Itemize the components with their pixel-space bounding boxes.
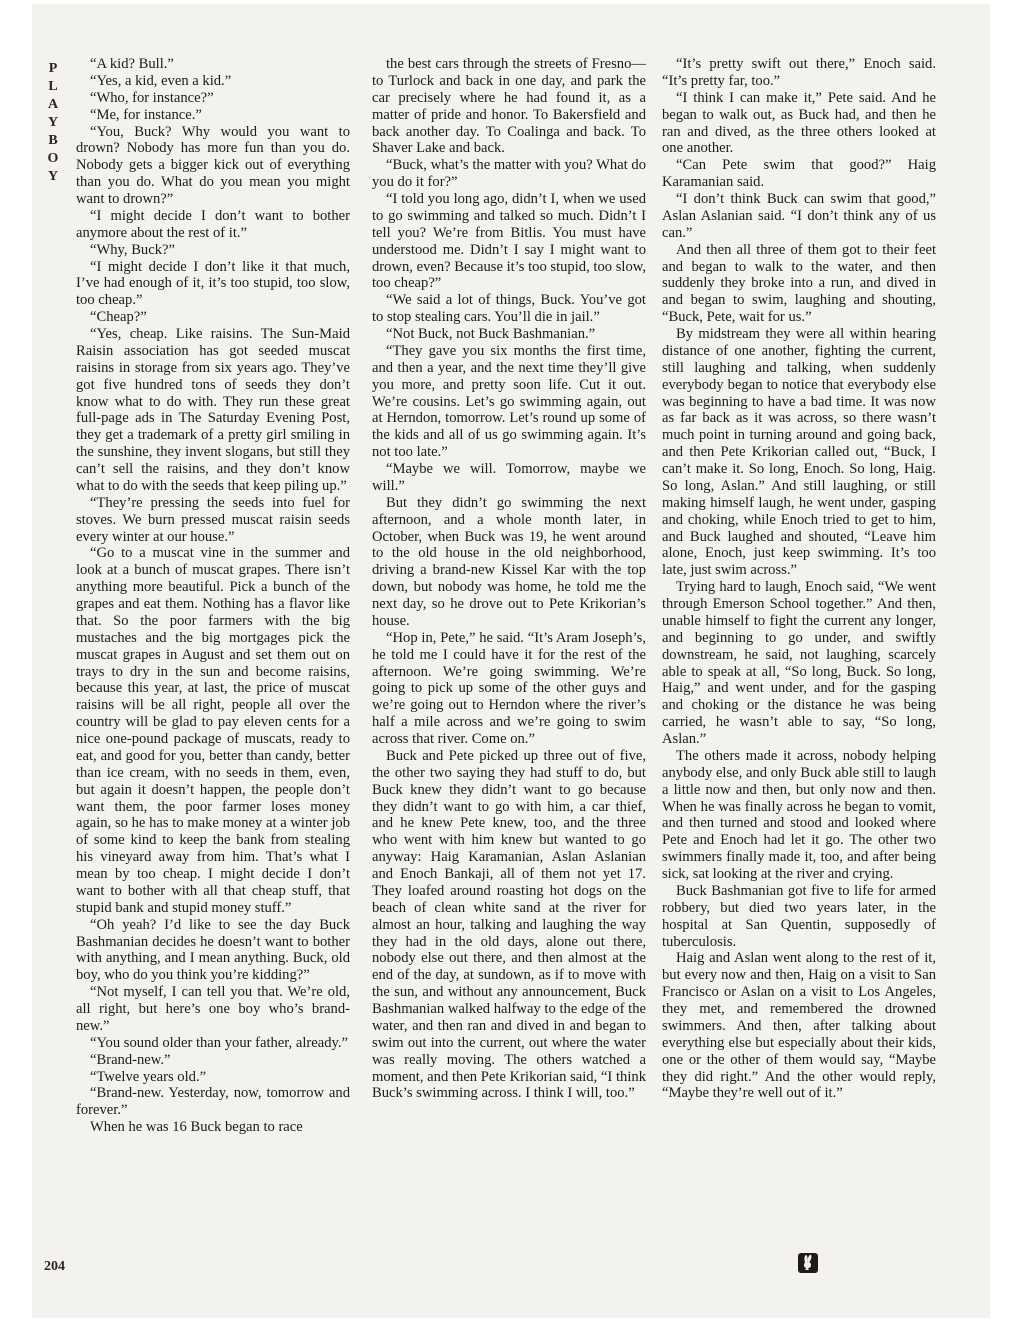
paragraph: “Can Pete swim that good?” Haig Karamanian said. xyxy=(662,157,936,191)
paragraph: “We said a lot of things, Buck. You’ve got to stop stealing cars. You’ll die in jail.” xyxy=(372,292,646,326)
page-number: 204 xyxy=(44,1259,65,1274)
paragraph: “Twelve years old.” xyxy=(90,1068,207,1085)
text-column-2 xyxy=(372,56,646,1102)
paragraph: “Buck, what’s the matter with you? What do you do it for?” xyxy=(372,157,646,191)
paragraph: When he was 16 Buck began to race xyxy=(90,1119,303,1136)
paragraph: “I might decide I don’t like it that much, I’ve had enough of it, it’s too stupid, too slow, too cheap.” xyxy=(76,258,350,309)
paragraph: “Not Buck, not Buck Bashmanian.” xyxy=(386,326,596,342)
magazine-page xyxy=(32,4,990,1318)
paragraph: Buck and Pete picked up three out of five, the other two saying they had stuff to do, but Buck knew they didn’t want to go because they didn’t want to go with him, a car thief, and he knew Pete knew, too, and the three who went with him knew but wanted to go anyway: Haig Karamanian, Aslan Aslanian and Enoch Bankaji, all of them not yet 17. They loafed around roasting hot dogs on the beach of clean white sand at the river for almost an hour, talking and laughing the way they had in the old days, alone out there, nobody else out there, and then almost at the end of the day, at sundown, as if to move with the sun, and without any announcement, Buck Bashmanian walked halfway to the edge of the water, and then ran and dived in and began to swim out into the current, out where the water was really moving. The others watched a moment, and then Pete Krikorian said, “I think Buck’s swimming across. I think I will, too.” xyxy=(372,747,646,1102)
paragraph: “I don’t think Buck can swim that good,” Aslan Aslanian said. “I don’t think any of us can.” xyxy=(662,191,936,241)
paragraph: “Who, for instance?” xyxy=(90,89,214,106)
text-column-3 xyxy=(662,56,936,1102)
playboy-bunny-end-mark-icon xyxy=(798,1253,818,1273)
paragraph: “Me, for instance.” xyxy=(90,106,202,123)
paragraph: Trying hard to laugh, Enoch said, “We went through Emerson School together.” And then, unable himself to fight the current any longer, and beginning to go under, and swiftly downstream, he said, not laughing, scarcely able to speak at all, “So long, Buck. So long, Haig,” and went under, and for the gasping and choking or the distance he was being carried, he wasn’t able to say, “So long, Aslan.” xyxy=(662,579,936,747)
paragraph: Buck Bashmanian got five to life for armed robbery, but died two years later, in the hospital at San Quentin, supposedly of tuberculosis. xyxy=(662,882,936,950)
paragraph: “Cheap?” xyxy=(90,309,147,326)
paragraph: “They gave you six months the first time, and then a year, and the next time they’ll give you more, and pretty soon life. Cut it out. We’re cousins. Let’s go swimming again, out at Herndon, tomorrow. Let’s round up some of the kids and all of us go swimming again. It’s not too late.” xyxy=(372,342,646,461)
paragraph: “Why, Buck?” xyxy=(90,241,175,258)
text-column-1 xyxy=(76,56,350,1136)
paragraph: “Hop in, Pete,” he said. “It’s Aram Joseph’s, he told me I could have it for the rest of the afternoon. We’re going swimming. We’re going to pick up some of the other guys and we’re going out to Herndon where the river’s half a mile across and we’re going to swim across that river. Come on.” xyxy=(372,629,646,747)
paragraph: “You sound older than your father, already.” xyxy=(90,1034,348,1051)
paragraph: “I told you long ago, didn’t I, when we used to go swimming and talked so much. Didn’t I tell you? We’re from Bitlis. You must have understood me. Didn’t I say I might want to drown, even? Because it’s too stupid, too slow, too cheap?” xyxy=(372,191,646,292)
paragraph: Haig and Aslan went along to the rest of it, but every now and then, Haig on a visit to San Francisco or Aslan on a visit to Los Angeles, they met, and remembered the drowned swimmers. And then, after talking about everything else but especially about their kids, one or the other of them would say, “Maybe they did right.” And the other would reply, “Maybe they’re well out of it.” xyxy=(662,950,936,1102)
magazine-name: P L A Y B O Y xyxy=(47,61,59,184)
paragraph: “Go to a muscat vine in the summer and look at a bunch of muscat grapes. There isn’t anything more beautiful. Pick a bunch of the grapes and eat them. Nothing has a flavor like that. So the poor farmers with the big mustaches and the big mortgages pick the muscat grapes in August and set them out on trays to dry in the sun and become raisins, because this year, at last, the price of muscat raisins will be all right, people all over the country will be glad to pay eleven cents for a nice one-pound package of muscats, ready to eat, and good for you, better than candy, better than ice cream, with no seeds in them, even, but again it doesn’t happen, the people don’t want them, the poor farmer loses money again, so he has to make money at a winter job of some kind to keep the bank from stealing his vineyard away from him. That’s what I mean by too cheap. I might decide I don’t want to bother with all that cheap stuff, that stupid bank and stupid money stuff.” xyxy=(76,545,350,916)
paragraph: “I think I can make it,” Pete said. And he began to walk out, as Buck had, and then he ran and dived, as the three others looked at one another. xyxy=(662,89,936,157)
paragraph: “Yes, cheap. Like raisins. The Sun-Maid Raisin association has got seeded muscat raisins in storage from six years ago. They’ve got five hundred tons of seeds they don’t know what to do with. They run these great full-page ads in The Saturday Evening Post, they get a trademark of a pretty girl smiling in the sunshine, they invent slogans, but still they can’t sell the raisins, and they don’t know what to do with the seeds that keep piling up.” xyxy=(76,326,350,494)
paragraph: “Oh yeah? I’d like to see the day Buck Bashmanian decides he doesn’t want to bother with anything, and I mean anything. Buck, old boy, who do you think you’re kidding?” xyxy=(76,916,350,984)
paragraph: And then all three of them got to their feet and began to walk to the water, and then suddenly they broke into a run, and dived in and began to swim, laughing and shouting, “Buck, Pete, wait for us.” xyxy=(662,241,936,326)
paragraph: “Not myself, I can tell you that. We’re old, all right, but here’s one boy who’s brand-new.” xyxy=(76,984,350,1034)
paragraph: The others made it across, nobody helping anybody else, and only Buck able still to laugh a little now and then, but only now and then. When he was finally across he began to vomit, and then turned and stood and looked where Pete and Enoch had let it go. The other two swimmers finally made it, too, and after being sick, sat looking at the river and crying. xyxy=(662,747,936,882)
paragraph: “They’re pressing the seeds into fuel for stoves. We burn pressed muscat raisin seeds every winter at our house.” xyxy=(76,494,350,545)
paragraph: “Brand-new.” xyxy=(90,1051,171,1068)
paragraph: “You, Buck? Why would you want to drown? Nobody has more fun than you do. Nobody gets a bigger kick out of everything than you do. What do you mean you might want to drown?” xyxy=(76,123,350,207)
paragraph: By midstream they were all within hearing distance of one another, fighting the current, still laughing and talking, when suddenly everybody began to notice that everybody else was beginning to have a bad time. It was now as far back as it was across, so there wasn’t much point in turning around and going back, and then Pete Krikorian called out, “Buck, I can’t make it. So long, Enoch. So long, Haig. So long, Aslan.” And still laughing, or still making himself laugh, he went under, gasping and choking, while Enoch tried to get to him, and Buck laughed and shouted, “Leave him alone, Enoch, just keep swimming. It’s too late, just swim across.” xyxy=(662,326,936,579)
paragraph: “Yes, a kid, even a kid.” xyxy=(90,72,232,89)
paragraph: the best cars through the streets of Fresno—to Turlock and back in one day, and park the car precisely where he had found it, as a matter of pride and honor. To Bakersfield and back another day. To Coalinga and back. To Shaver Lake and back. xyxy=(372,56,646,157)
paragraph: “A kid? Bull.” xyxy=(90,56,174,72)
paragraph: “Maybe we will. Tomorrow, maybe we will.” xyxy=(372,461,646,494)
paragraph: “I might decide I don’t want to bother anymore about the rest of it.” xyxy=(76,207,350,241)
paragraph: “Brand-new. Yesterday, now, tomorrow and forever.” xyxy=(76,1085,350,1119)
paragraph: But they didn’t go swimming the next afternoon, and a whole month later, in October, when Buck was 19, he went around to the old house in the old neighborhood, driving a brand-new Kissel Kar with the top down, but nobody was home, he told me the next day, so he drove out to Pete Krikorian’s house. xyxy=(372,494,646,629)
paragraph: “It’s pretty swift out there,” Enoch said. “It’s pretty far, too.” xyxy=(662,56,936,89)
